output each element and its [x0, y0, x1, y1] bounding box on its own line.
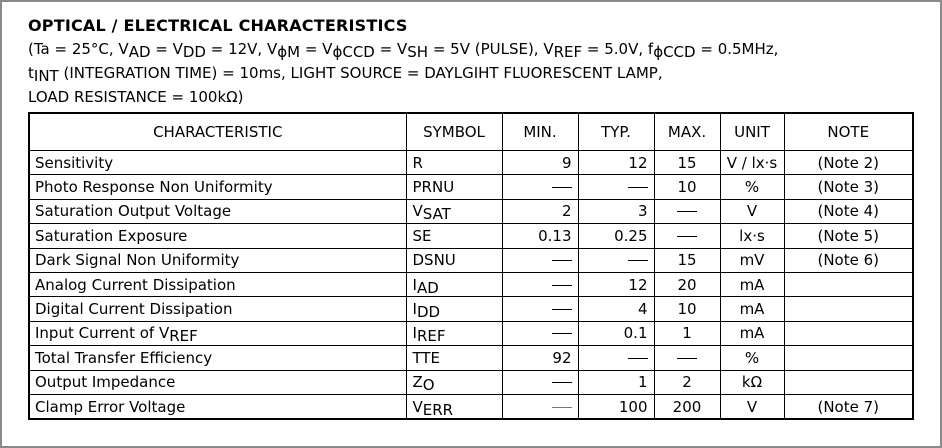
cell-characteristic-subscript: REF — [169, 327, 198, 346]
cell-max — [654, 297, 720, 321]
cell-note — [784, 199, 913, 223]
cell-characteristic-text: Saturation Exposure — [35, 226, 188, 245]
cell-symbol — [406, 394, 502, 419]
cell-note — [784, 175, 913, 199]
cell-unit-text: % — [744, 348, 760, 367]
dash-mark — [552, 407, 572, 408]
cond-text: = 0.5MHz, — [695, 40, 779, 58]
cell-unit-text: mA — [739, 275, 765, 294]
cell-characteristic — [29, 224, 406, 248]
cell-note-text: (Note 4) — [817, 202, 880, 221]
cell-typ-text: 3 — [637, 202, 648, 221]
cell-min — [502, 297, 578, 321]
cell-max — [654, 199, 720, 223]
dash-mark — [628, 260, 648, 261]
cell-symbol-subscript: O — [422, 376, 435, 395]
cell-characteristic — [29, 248, 406, 272]
cell-min-text: 0.13 — [538, 226, 572, 245]
cell-typ-text: 4 — [637, 300, 648, 319]
cell-characteristic — [29, 370, 406, 394]
cell-characteristic-text: Saturation Output Voltage — [35, 202, 232, 221]
cell-unit-text: V / lx·s — [726, 153, 778, 172]
conditions-line-2 — [28, 64, 663, 85]
col-header-max: MAX. — [654, 113, 720, 151]
cell-note-text: (Note 7) — [817, 397, 880, 416]
cell-unit-text: mA — [739, 324, 765, 343]
col-header-typ: TYP. — [578, 113, 654, 151]
dash-mark — [677, 211, 697, 212]
cell-max-text: 1 — [682, 324, 692, 343]
dash-mark — [677, 358, 697, 359]
cell-unit-text: V — [746, 397, 758, 416]
cell-symbol — [406, 224, 502, 248]
cell-min — [502, 394, 578, 419]
cell-typ — [578, 199, 654, 223]
cell-symbol — [406, 199, 502, 223]
cell-unit — [720, 321, 784, 345]
cell-symbol-text: PRNU — [412, 178, 455, 197]
cell-typ-text: 12 — [628, 153, 648, 172]
cell-typ-text: 12 — [628, 275, 648, 294]
cond-subscript: AD — [128, 43, 151, 61]
cell-min — [502, 199, 578, 223]
cell-symbol — [406, 321, 502, 345]
cell-max — [654, 346, 720, 370]
cell-min — [502, 346, 578, 370]
cell-max — [654, 370, 720, 394]
cell-max — [654, 248, 720, 272]
table-header-row — [29, 113, 913, 151]
cell-symbol — [406, 175, 502, 199]
cell-characteristic — [29, 199, 406, 223]
cell-characteristic — [29, 272, 406, 296]
cell-unit-text: % — [744, 178, 760, 197]
cond-text: = 5.0V, f — [582, 40, 654, 58]
cell-max — [654, 394, 720, 419]
cell-min — [502, 175, 578, 199]
cell-unit-text: V — [746, 202, 758, 221]
cell-max-text: 200 — [672, 397, 702, 416]
cell-min — [502, 224, 578, 248]
cell-characteristic-text: Analog Current Dissipation — [35, 275, 236, 294]
cell-note — [784, 297, 913, 321]
cell-min — [502, 272, 578, 296]
cell-unit — [720, 248, 784, 272]
table-body — [29, 151, 913, 420]
cell-typ-text: 0.25 — [614, 226, 648, 245]
cell-symbol-text: R — [412, 153, 423, 172]
cell-characteristic-text: Dark Signal Non Uniformity — [35, 251, 240, 270]
cell-max-text: 15 — [677, 251, 697, 270]
cell-symbol-text: DSNU — [412, 251, 456, 270]
cond-subscript: DD — [182, 43, 206, 61]
cell-symbol-subscript: AD — [416, 278, 439, 297]
cell-characteristic — [29, 346, 406, 370]
table-row — [29, 248, 913, 272]
cell-unit — [720, 394, 784, 419]
cell-symbol-text: I — [412, 275, 417, 294]
dash-mark — [628, 358, 648, 359]
col-header-symbol: SYMBOL — [406, 113, 502, 151]
cell-unit — [720, 272, 784, 296]
cell-characteristic — [29, 321, 406, 345]
cell-symbol-subscript: SAT — [422, 205, 451, 224]
cell-note — [784, 321, 913, 345]
cell-note — [784, 370, 913, 394]
cell-typ — [578, 248, 654, 272]
cell-min — [502, 151, 578, 175]
dash-mark — [552, 285, 572, 286]
cell-min-text: 92 — [552, 348, 572, 367]
cell-typ — [578, 175, 654, 199]
conditions-line-3: LOAD RESISTANCE = 100kΩ) — [28, 88, 244, 106]
characteristics-table — [28, 112, 914, 420]
cell-min — [502, 370, 578, 394]
cell-symbol — [406, 297, 502, 321]
cell-symbol-text: TTE — [412, 348, 441, 367]
cell-typ-text: 100 — [618, 397, 648, 416]
cond-text: = V — [150, 40, 183, 58]
cell-unit-text: kΩ — [741, 373, 763, 392]
cell-typ — [578, 321, 654, 345]
cell-symbol-text: SE — [412, 226, 432, 245]
cell-note — [784, 151, 913, 175]
cell-symbol-text: I — [412, 324, 417, 343]
cell-typ — [578, 151, 654, 175]
cell-min — [502, 248, 578, 272]
cell-note — [784, 394, 913, 419]
cell-symbol-subscript: DD — [416, 303, 441, 322]
table-row — [29, 321, 913, 345]
cond-text: (INTEGRATION TIME) = 10ms, LIGHT SOURCE = DAYLGIHT FLUORESCENT LAMP, — [58, 64, 663, 82]
cell-symbol-text: I — [412, 300, 417, 319]
cell-max-text: 15 — [677, 153, 697, 172]
table-row — [29, 272, 913, 296]
dash-mark — [552, 187, 572, 188]
cell-note-text: (Note 5) — [817, 226, 880, 245]
dash-mark — [552, 309, 572, 310]
cell-note-text: (Note 6) — [817, 251, 880, 270]
cell-unit — [720, 346, 784, 370]
cell-characteristic-text: Photo Response Non Uniformity — [35, 178, 273, 197]
conditions-line-1 — [28, 40, 779, 61]
cell-max — [654, 151, 720, 175]
table-row — [29, 199, 913, 223]
cell-typ-text: 1 — [637, 373, 648, 392]
cell-note-text: (Note 3) — [817, 178, 880, 197]
dash-mark — [552, 333, 572, 334]
dash-mark — [677, 236, 697, 237]
cell-characteristic-text: Digital Current Dissipation — [35, 300, 233, 319]
cell-min-text: 2 — [561, 202, 572, 221]
cell-unit-text: mV — [739, 251, 765, 270]
cell-typ — [578, 346, 654, 370]
cell-symbol — [406, 248, 502, 272]
cell-max-text: 10 — [677, 300, 697, 319]
cell-typ — [578, 297, 654, 321]
dash-mark — [552, 382, 572, 383]
cell-characteristic — [29, 297, 406, 321]
cell-symbol — [406, 151, 502, 175]
cell-characteristic — [29, 175, 406, 199]
table-row — [29, 224, 913, 248]
cell-symbol-subscript: REF — [416, 327, 446, 346]
cond-subscript: INT — [33, 67, 59, 85]
cell-typ — [578, 272, 654, 296]
cond-text: = 5V (PULSE), V — [428, 40, 554, 58]
cell-max — [654, 224, 720, 248]
table-row — [29, 394, 913, 419]
cell-characteristic-text: Total Transfer Efficiency — [35, 348, 213, 367]
cell-characteristic — [29, 151, 406, 175]
cell-symbol — [406, 370, 502, 394]
col-header-note: NOTE — [784, 113, 913, 151]
cell-unit — [720, 370, 784, 394]
cell-symbol-text: V — [412, 397, 423, 416]
cell-unit — [720, 151, 784, 175]
cell-max — [654, 175, 720, 199]
cell-unit — [720, 199, 784, 223]
cell-unit-text: mA — [739, 300, 765, 319]
cell-typ — [578, 224, 654, 248]
section-title: OPTICAL / ELECTRICAL CHARACTERISTICS — [28, 16, 408, 35]
cell-note — [784, 248, 913, 272]
cond-text: t — [28, 64, 34, 82]
cell-symbol — [406, 346, 502, 370]
cell-typ — [578, 394, 654, 419]
table-row — [29, 151, 913, 175]
cell-unit-text: lx·s — [739, 226, 765, 245]
cond-subscript: ϕM — [277, 43, 301, 61]
cond-subscript: REF — [553, 43, 583, 61]
table-row — [29, 370, 913, 394]
cell-max-text: 10 — [677, 178, 697, 197]
cell-typ — [578, 370, 654, 394]
cell-max-text: 20 — [677, 275, 697, 294]
cell-symbol-subscript: ERR — [422, 400, 454, 419]
cell-symbol — [406, 272, 502, 296]
cond-subscript: ϕCCD — [653, 43, 696, 61]
cond-text: = 12V, V — [205, 40, 278, 58]
cell-max — [654, 272, 720, 296]
cell-characteristic-text: Sensitivity — [35, 153, 114, 172]
cell-typ-text: 0.1 — [623, 324, 648, 343]
cell-symbol-text: Z — [412, 373, 423, 392]
cell-min-text: 9 — [561, 153, 572, 172]
dash-mark — [552, 260, 572, 261]
cell-characteristic — [29, 394, 406, 419]
cond-text: = V — [300, 40, 333, 58]
cell-unit — [720, 297, 784, 321]
cell-symbol-text: V — [412, 202, 423, 221]
dash-mark — [628, 187, 648, 188]
cell-max-text: 2 — [682, 373, 692, 392]
cond-text: = V — [374, 40, 408, 58]
col-header-min: MIN. — [502, 113, 578, 151]
col-header-characteristic: CHARACTERISTIC — [29, 113, 406, 151]
cell-note — [784, 224, 913, 248]
cell-unit — [720, 224, 784, 248]
cell-note — [784, 346, 913, 370]
cond-text: (Ta = 25°C, V — [28, 40, 129, 58]
cell-min — [502, 321, 578, 345]
cell-unit — [720, 175, 784, 199]
cell-characteristic-text: Output Impedance — [35, 373, 176, 392]
table-row — [29, 175, 913, 199]
cell-characteristic-text: Clamp Error Voltage — [35, 397, 186, 416]
table-row — [29, 346, 913, 370]
cell-max — [654, 321, 720, 345]
cell-note-text: (Note 2) — [817, 153, 880, 172]
cell-characteristic-text: Input Current of V — [35, 324, 170, 343]
cell-note — [784, 272, 913, 296]
col-header-unit: UNIT — [720, 113, 784, 151]
table-row — [29, 297, 913, 321]
cond-subscript: SH — [407, 43, 429, 61]
cond-subscript: ϕCCD — [332, 43, 375, 61]
